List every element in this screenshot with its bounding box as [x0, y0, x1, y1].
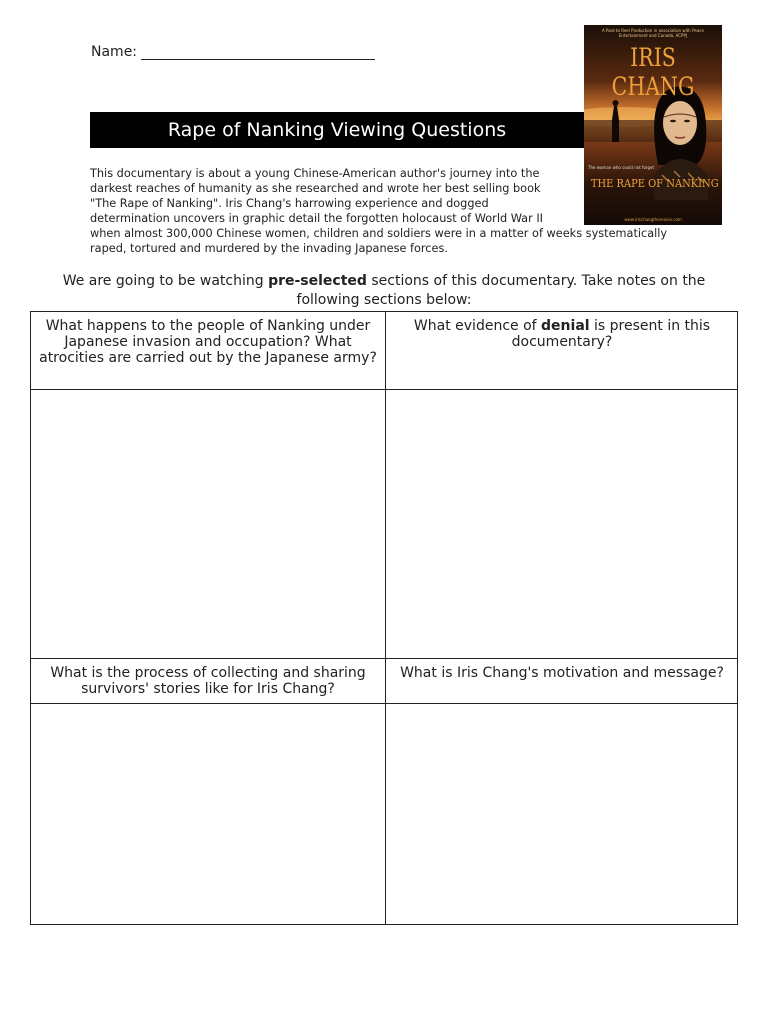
poster-top-credit: A Real to Reel Production in association with Peace Entertainment and Canada, ACPPJ [602, 28, 704, 38]
question-2 [386, 312, 738, 389]
answer-area-1[interactable] [31, 390, 385, 658]
intro-line: raped, tortured and murdered by the invading Japanese forces. [90, 242, 448, 255]
name-label: Name: [91, 44, 138, 60]
intro-line: "The Rape of Nanking". Iris Chang's harrowing experience and dogged [90, 197, 489, 210]
page-title-text: Rape of Nanking Viewing Questions [167, 119, 507, 141]
question-4: What is Iris Chang's motivation and message? [400, 665, 724, 681]
instructions-bold: pre-selected [268, 273, 367, 289]
name-row [91, 44, 375, 60]
poster-subtitle: THE RAPE OF NANKING [590, 177, 719, 190]
question-2-text-1: What evidence of [413, 318, 542, 334]
question-1: What happens to the people of Nanking under Japanese invasion and occupation? What atrocities are carried out by the Japanese army? [39, 318, 377, 366]
intro-line: darkest reaches of humanity as she researched and wrote her best selling book [90, 182, 541, 195]
poster-right-eye [684, 120, 690, 122]
poster-quote: The woman who could not forget [588, 165, 655, 170]
poster-left-eye [670, 120, 676, 122]
notes-table [30, 311, 738, 925]
instructions-text-2: sections of this documentary. Take notes on the following sections below: [296, 273, 706, 308]
name-field[interactable] [141, 45, 375, 60]
answer-area-3[interactable] [31, 704, 385, 924]
answer-area-2[interactable] [386, 390, 738, 658]
intro-line: when almost 300,000 Chinese women, children and soldiers were in a matter of weeks systematically [90, 227, 668, 240]
intro-paragraph [90, 166, 680, 256]
page-title [90, 112, 584, 148]
question-2-bold: denial [541, 318, 590, 334]
poster-url: www.irischangthemovie.com [624, 217, 682, 222]
answer-area-4[interactable] [386, 704, 738, 924]
intro-line: determination uncovers in graphic detail the forgotten holocaust of World War II [90, 212, 543, 225]
instructions-text-1: We are going to be watching [62, 273, 269, 289]
question-2-text-2: is present in this documentary? [511, 318, 711, 350]
question-3: What is the process of collecting and sharing survivors' stories like for Iris Chang? [50, 665, 366, 697]
poster-title: IRIS CHANG [611, 43, 695, 101]
instructions [60, 272, 708, 310]
intro-line: This documentary is about a young Chinese-American author's journey into the [90, 167, 540, 180]
